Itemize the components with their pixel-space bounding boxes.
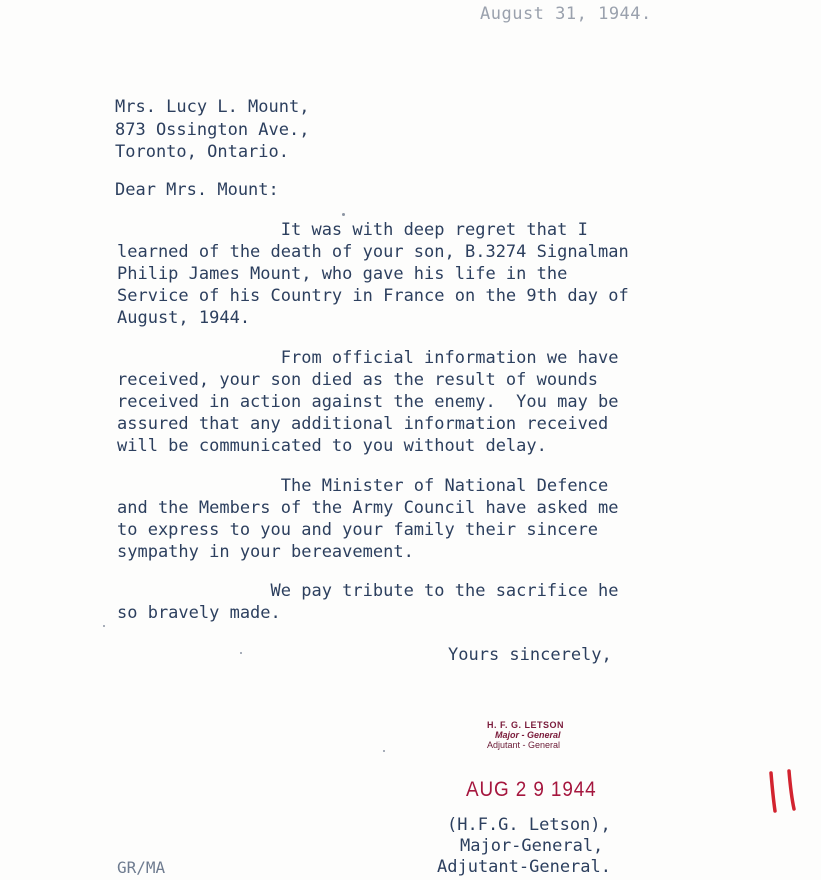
recipient-street: 873 Ossington Ave., — [115, 120, 310, 140]
salutation: Dear Mrs. Mount: — [115, 180, 279, 200]
stamp-title: Adjutant - General — [487, 740, 561, 750]
closing: Yours sincerely, — [448, 645, 612, 665]
ink-speck — [103, 625, 105, 627]
paragraph-line: We pay tribute to the sacrifice he — [117, 581, 619, 601]
paragraph-line: received, your son died as the result of wounds — [117, 370, 599, 390]
paragraph-line: so bravely made. — [117, 603, 281, 623]
ink-speck — [342, 213, 345, 216]
reference-initials: GR/MA — [117, 858, 166, 877]
paragraph-line: Philip James Mount, who gave his life in the — [117, 264, 568, 284]
paragraph-line: will be communicated to you without delay. — [117, 436, 547, 456]
paragraph-line: received in action against the enemy. You may be — [117, 392, 619, 412]
recipient-name: Mrs. Lucy L. Mount, — [115, 97, 310, 117]
paragraph-line: to express to you and your family their sincere — [117, 520, 599, 540]
received-date-stamp: AUG 2 9 1944 — [466, 778, 597, 801]
paragraph-line: It was with deep regret that I — [117, 220, 588, 240]
paragraph-line: assured that any additional information received — [117, 414, 609, 434]
paragraph-line: learned of the death of your son, B.3274 Signalman — [117, 242, 629, 262]
paragraph-line: and the Members of the Army Council have asked me — [117, 498, 619, 518]
signature-title: Adjutant-General. — [437, 857, 611, 877]
signature-name: (H.F.G. Letson), — [447, 815, 611, 835]
paragraph-line: August, 1944. — [117, 308, 251, 328]
paragraph-sympathy — [117, 475, 767, 563]
paragraph-information — [117, 347, 767, 457]
recipient-city: Toronto, Ontario. — [115, 142, 289, 162]
paragraph-condolence — [117, 219, 767, 329]
paragraph-tribute — [117, 580, 767, 624]
ink-speck — [383, 750, 385, 752]
paragraph-line: The Minister of National Defence — [117, 476, 609, 496]
paragraph-line: sympathy in your bereavement. — [117, 542, 414, 562]
ink-speck — [240, 652, 242, 654]
letter-date: August 31, 1944. — [480, 4, 652, 24]
signature-rank: Major-General, — [460, 836, 604, 856]
paragraph-line: From official information we have — [117, 348, 619, 368]
signature-stamp — [485, 720, 595, 750]
paragraph-line: Service of his Country in France on the 9th day of — [117, 286, 629, 306]
handwritten-red-mark-icon — [763, 767, 803, 817]
stamp-name: H. F. G. LETSON — [487, 720, 565, 730]
stamp-rank: Major - General — [495, 730, 561, 740]
